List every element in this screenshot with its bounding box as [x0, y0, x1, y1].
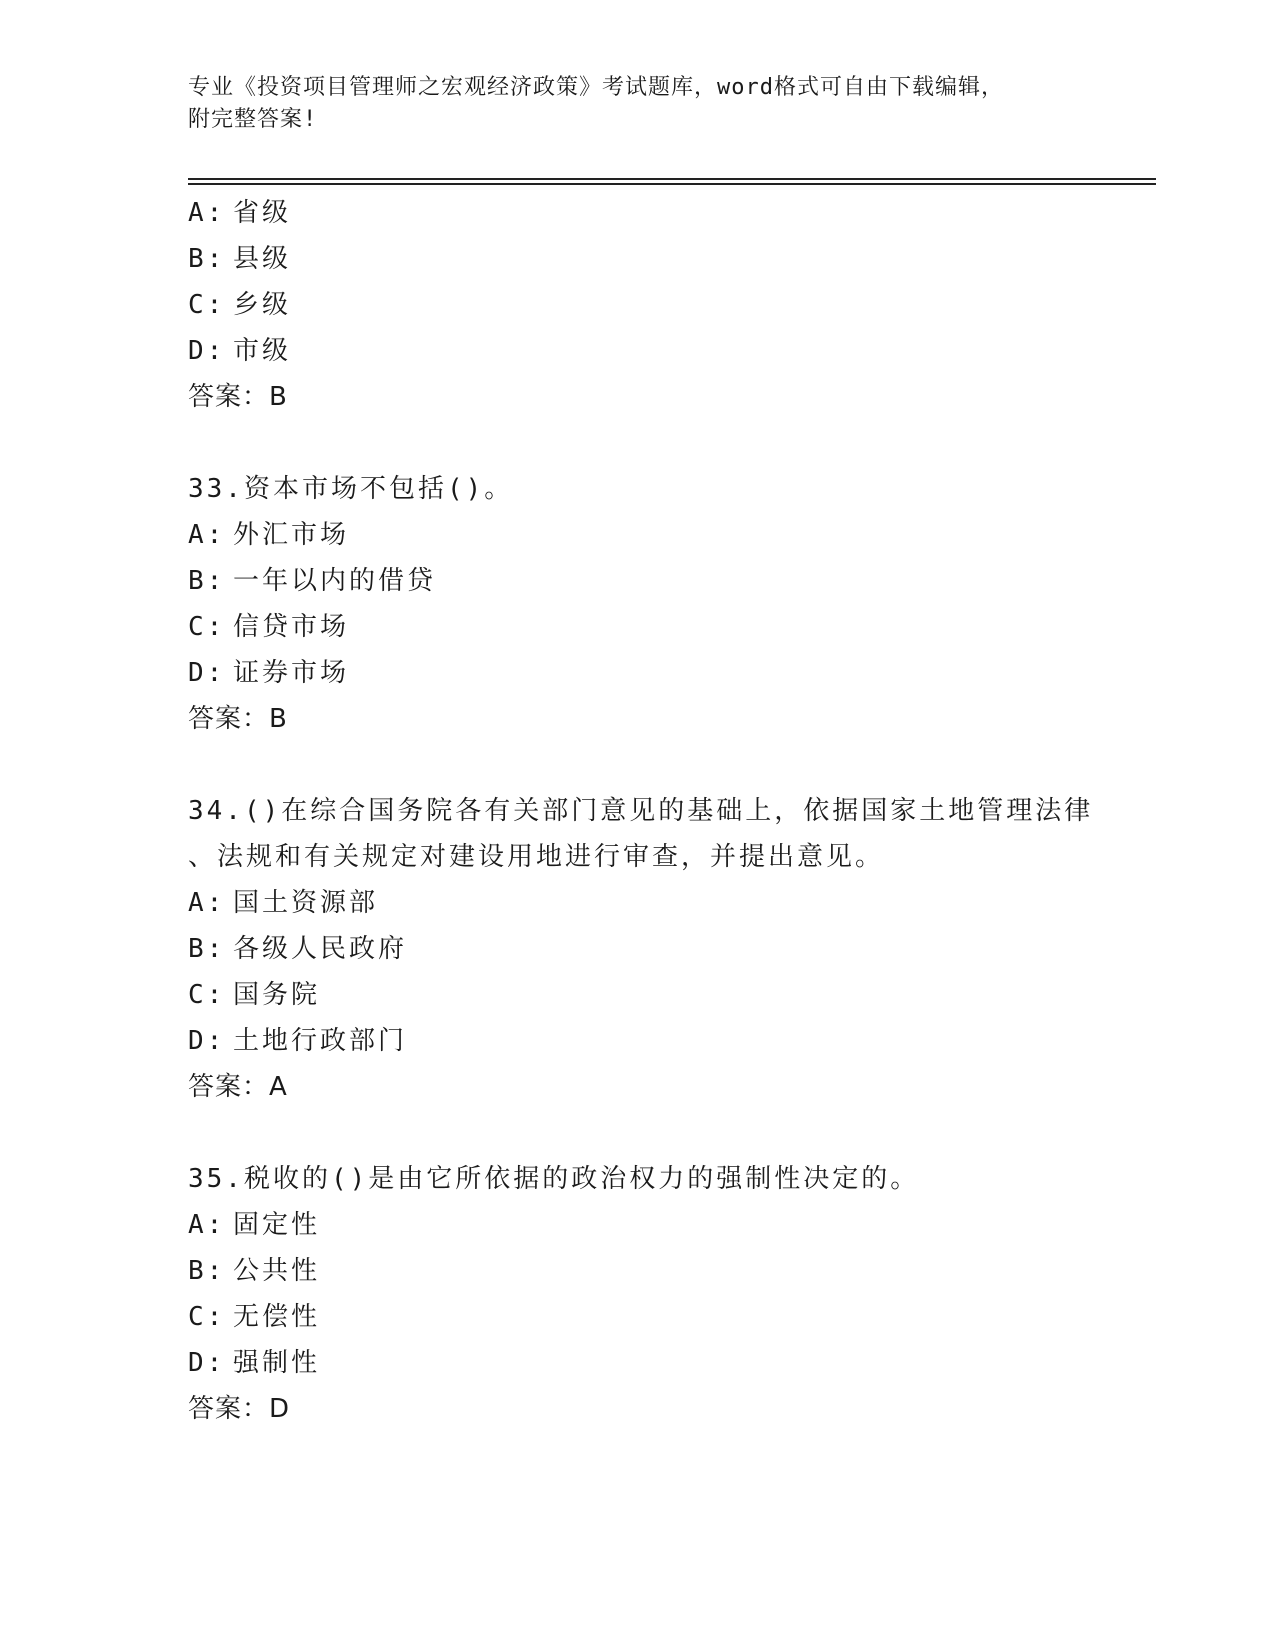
option-label: C:: [188, 1302, 226, 1332]
option-label: D:: [188, 336, 226, 366]
option-a: [188, 512, 1128, 558]
option-label: A:: [188, 198, 226, 228]
option-b: [188, 1248, 1128, 1294]
question-block-34: [188, 788, 1128, 1110]
header-line-1: 专业《投资项目管理师之宏观经济政策》考试题库，word格式可自由下载编辑，: [188, 75, 1004, 100]
option-text: 省级: [233, 198, 292, 228]
option-text: 证券市场: [233, 658, 350, 688]
option-label: A:: [188, 888, 226, 918]
option-label: A:: [188, 1210, 226, 1240]
option-a: [188, 880, 1128, 926]
option-text: 市级: [233, 336, 292, 366]
option-label: B:: [188, 566, 226, 596]
option-c: [188, 604, 1128, 650]
header-line-2: 附完整答案!: [188, 107, 318, 132]
answer-line: 答案：D: [188, 1394, 291, 1424]
answer-line: 答案：A: [188, 1072, 288, 1102]
option-label: D:: [188, 1026, 226, 1056]
option-text: 无偿性: [233, 1302, 321, 1332]
option-text: 强制性: [233, 1348, 321, 1378]
option-c: [188, 972, 1128, 1018]
option-label: B:: [188, 1256, 226, 1286]
option-label: A:: [188, 520, 226, 550]
option-d: [188, 1340, 1128, 1386]
header-divider-bottom: [188, 183, 1156, 185]
question-text-continued: 、法规和有关规定对建设用地进行审查，并提出意见。: [188, 842, 885, 872]
option-c: [188, 1294, 1128, 1340]
option-text: 固定性: [233, 1210, 321, 1240]
spacer: [188, 742, 1128, 788]
answer-line: 答案：B: [188, 704, 288, 734]
option-label: C:: [188, 612, 226, 642]
question-block-35: [188, 1156, 1128, 1432]
option-label: B:: [188, 934, 226, 964]
option-a: [188, 1202, 1128, 1248]
option-text: 县级: [233, 244, 292, 274]
option-text: 各级人民政府: [233, 934, 408, 964]
option-b: [188, 926, 1128, 972]
option-d: [188, 650, 1128, 696]
option-label: D:: [188, 658, 226, 688]
option-a: [188, 190, 1128, 236]
header-divider-top: [188, 178, 1156, 180]
document-header: [188, 72, 1088, 136]
question-text: 35.税收的()是由它所依据的政治权力的强制性决定的。: [188, 1164, 920, 1194]
spacer: [188, 1110, 1128, 1156]
option-label: C:: [188, 290, 226, 320]
option-b: [188, 236, 1128, 282]
answer-line: 答案：B: [188, 382, 288, 412]
option-label: D:: [188, 1348, 226, 1378]
spacer: [188, 420, 1128, 466]
question-block-continued: [188, 190, 1128, 420]
option-d: [188, 1018, 1128, 1064]
question-text: 34.()在综合国务院各有关部门意见的基础上，依据国家土地管理法律: [188, 796, 1094, 826]
option-c: [188, 282, 1128, 328]
option-label: C:: [188, 980, 226, 1010]
option-d: [188, 328, 1128, 374]
question-block-33: [188, 466, 1128, 742]
option-text: 国土资源部: [233, 888, 379, 918]
option-text: 公共性: [233, 1256, 321, 1286]
option-text: 信贷市场: [233, 612, 350, 642]
option-text: 国务院: [233, 980, 321, 1010]
option-text: 乡级: [233, 290, 292, 320]
option-b: [188, 558, 1128, 604]
question-text: 33.资本市场不包括()。: [188, 474, 514, 504]
option-text: 土地行政部门: [233, 1026, 408, 1056]
option-text: 外汇市场: [233, 520, 350, 550]
question-content: [188, 190, 1128, 1432]
option-label: B:: [188, 244, 226, 274]
option-text: 一年以内的借贷: [233, 566, 437, 596]
